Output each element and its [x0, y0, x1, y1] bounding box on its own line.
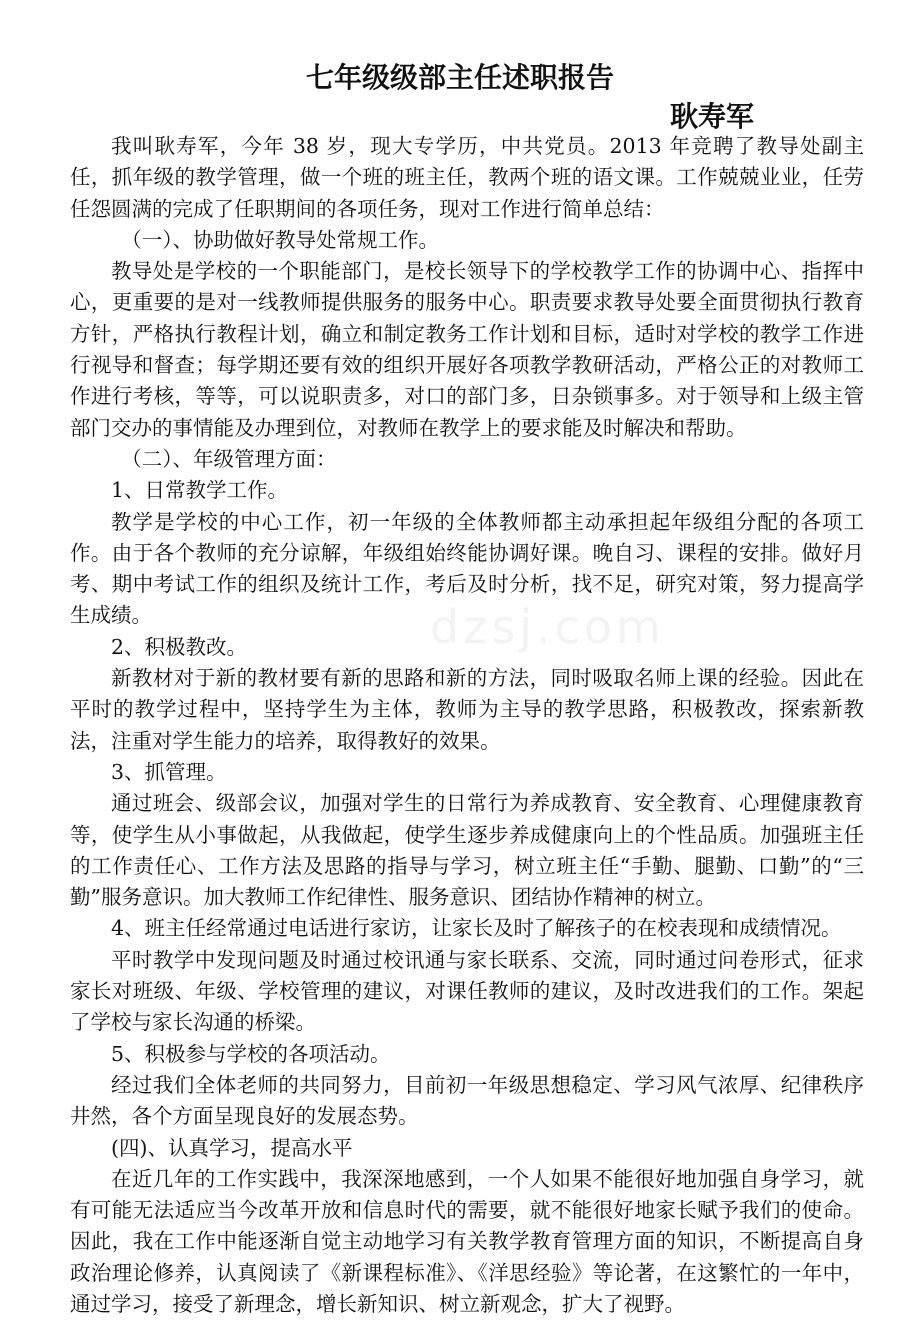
paragraph: 通过班会、级部会议，加强对学生的日常行为养成教育、安全教育、心理健康教育等，使学生从小事做起，从我做起，使学生逐步养成健康向上的个性品质。加强班主任的工作责任心、工作方法及思路的指导与学习，树立班主任“手勤、腿勤、口勤”的“三勤”服务意识。加大教师工作纪律性、服务意识、团结协作精神的树立。: [70, 791, 864, 910]
paragraph: 教导处是学校的一个职能部门，是校长领导下的学校教学工作的协调中心、指挥中心，更重要的是对一线教师提供服务的服务中心。职责要求教导处要全面贯彻执行教育方针，严格执行教程计划，确立和制定教务工作计划和目标，适时对学校的教学工作进行视导和督查；每学期还要有效的组织开展好各项教学教研活动，严格公正的对教师工作进行考核，等等，可以说职责多，对口的部门多，日杂锁事多。对于领导和上级主管部门交办的事情能及办理到位，对教师在教学上的要求能及时解决和帮助。: [70, 259, 864, 440]
section-heading: （二）、年级管理方面：: [121, 446, 337, 471]
paragraph: 经过我们全体老师的共同努力，目前初一年级思想稳定、学习风气浓厚、纪律秩序井然，各个方面呈现良好的发展态势。: [70, 1072, 864, 1129]
paragraph: 1、日常教学工作。: [111, 478, 289, 503]
section-heading: （一）、协助做好教导处常规工作。: [121, 227, 439, 252]
paragraph: 5、积极参与学校的各项活动。: [111, 1041, 391, 1066]
paragraph: 我叫耿寿军，今年 38 岁，现大专学历，中共党员。2013 年竞聘了教导处副主任，抓年级的教学管理，做一个班的班主任，教两个班的语文课。工作兢兢业业，任劳任怨圆满的完成了任职期间的各项任务，现对工作进行简单总结：: [70, 134, 864, 221]
author-name: 耿寿军: [670, 100, 755, 133]
paragraph: (四)、认真学习，提高水平: [111, 1135, 353, 1160]
watermark-text: dzsj.com: [430, 600, 665, 654]
paragraph: 教学是学校的中心工作，初一年级的全体教师都主动承担起年级组分配的各项工作。由于各个教师的充分谅解，年级组始终能协调好课。晚自习、课程的安排。做好月考、期中考试工作的组织及统计工作，考后及时分析，找不足，研究对策，努力提高学生成绩。: [70, 509, 864, 628]
document-title: 七年级级部主任述职报告: [305, 61, 614, 94]
paragraph: 在近几年的工作实践中，我深深地感到，一个人如果不能很好地加强自身学习，就有可能无法适应当今改革开放和信息时代的需要，就不能很好地家长赋予我们的使命。因此，我在工作中能逐渐自觉主动地学习有关教学教育管理方面的知识，不断提高自身政治理论修养，认真阅读了《新课程标准》、《洋思经验》等论著，在这繁忙的一年中，通过学习，接受了新理念，增长新知识、树立新观念，扩大了视野。: [70, 1166, 864, 1316]
paragraph: 3、抓管理。: [111, 759, 227, 784]
paragraph: 新教材对于新的教材要有新的思路和新的方法，同时吸取名师上课的经验。因此在平时的教学过程中，坚持学生为主体，教师为主导的教学思路，积极教改，探索新教法，注重对学生能力的培养，取得教好的效果。: [70, 666, 864, 753]
paragraph: 4、班主任经常通过电话进行家访，让家长及时了解孩子的在校表现和成绩情况。: [111, 916, 842, 941]
paragraph: 平时教学中发现问题及时通过校讯通与家长联系、交流，同时通过问卷形式，征求家长对班级、年级、学校管理的建议，对课任教师的建议，及时改进我们的工作。架起了学校与家长沟通的桥梁。: [70, 947, 864, 1035]
document-body: [70, 131, 864, 1320]
paragraph: 2、积极教改。: [111, 634, 248, 659]
